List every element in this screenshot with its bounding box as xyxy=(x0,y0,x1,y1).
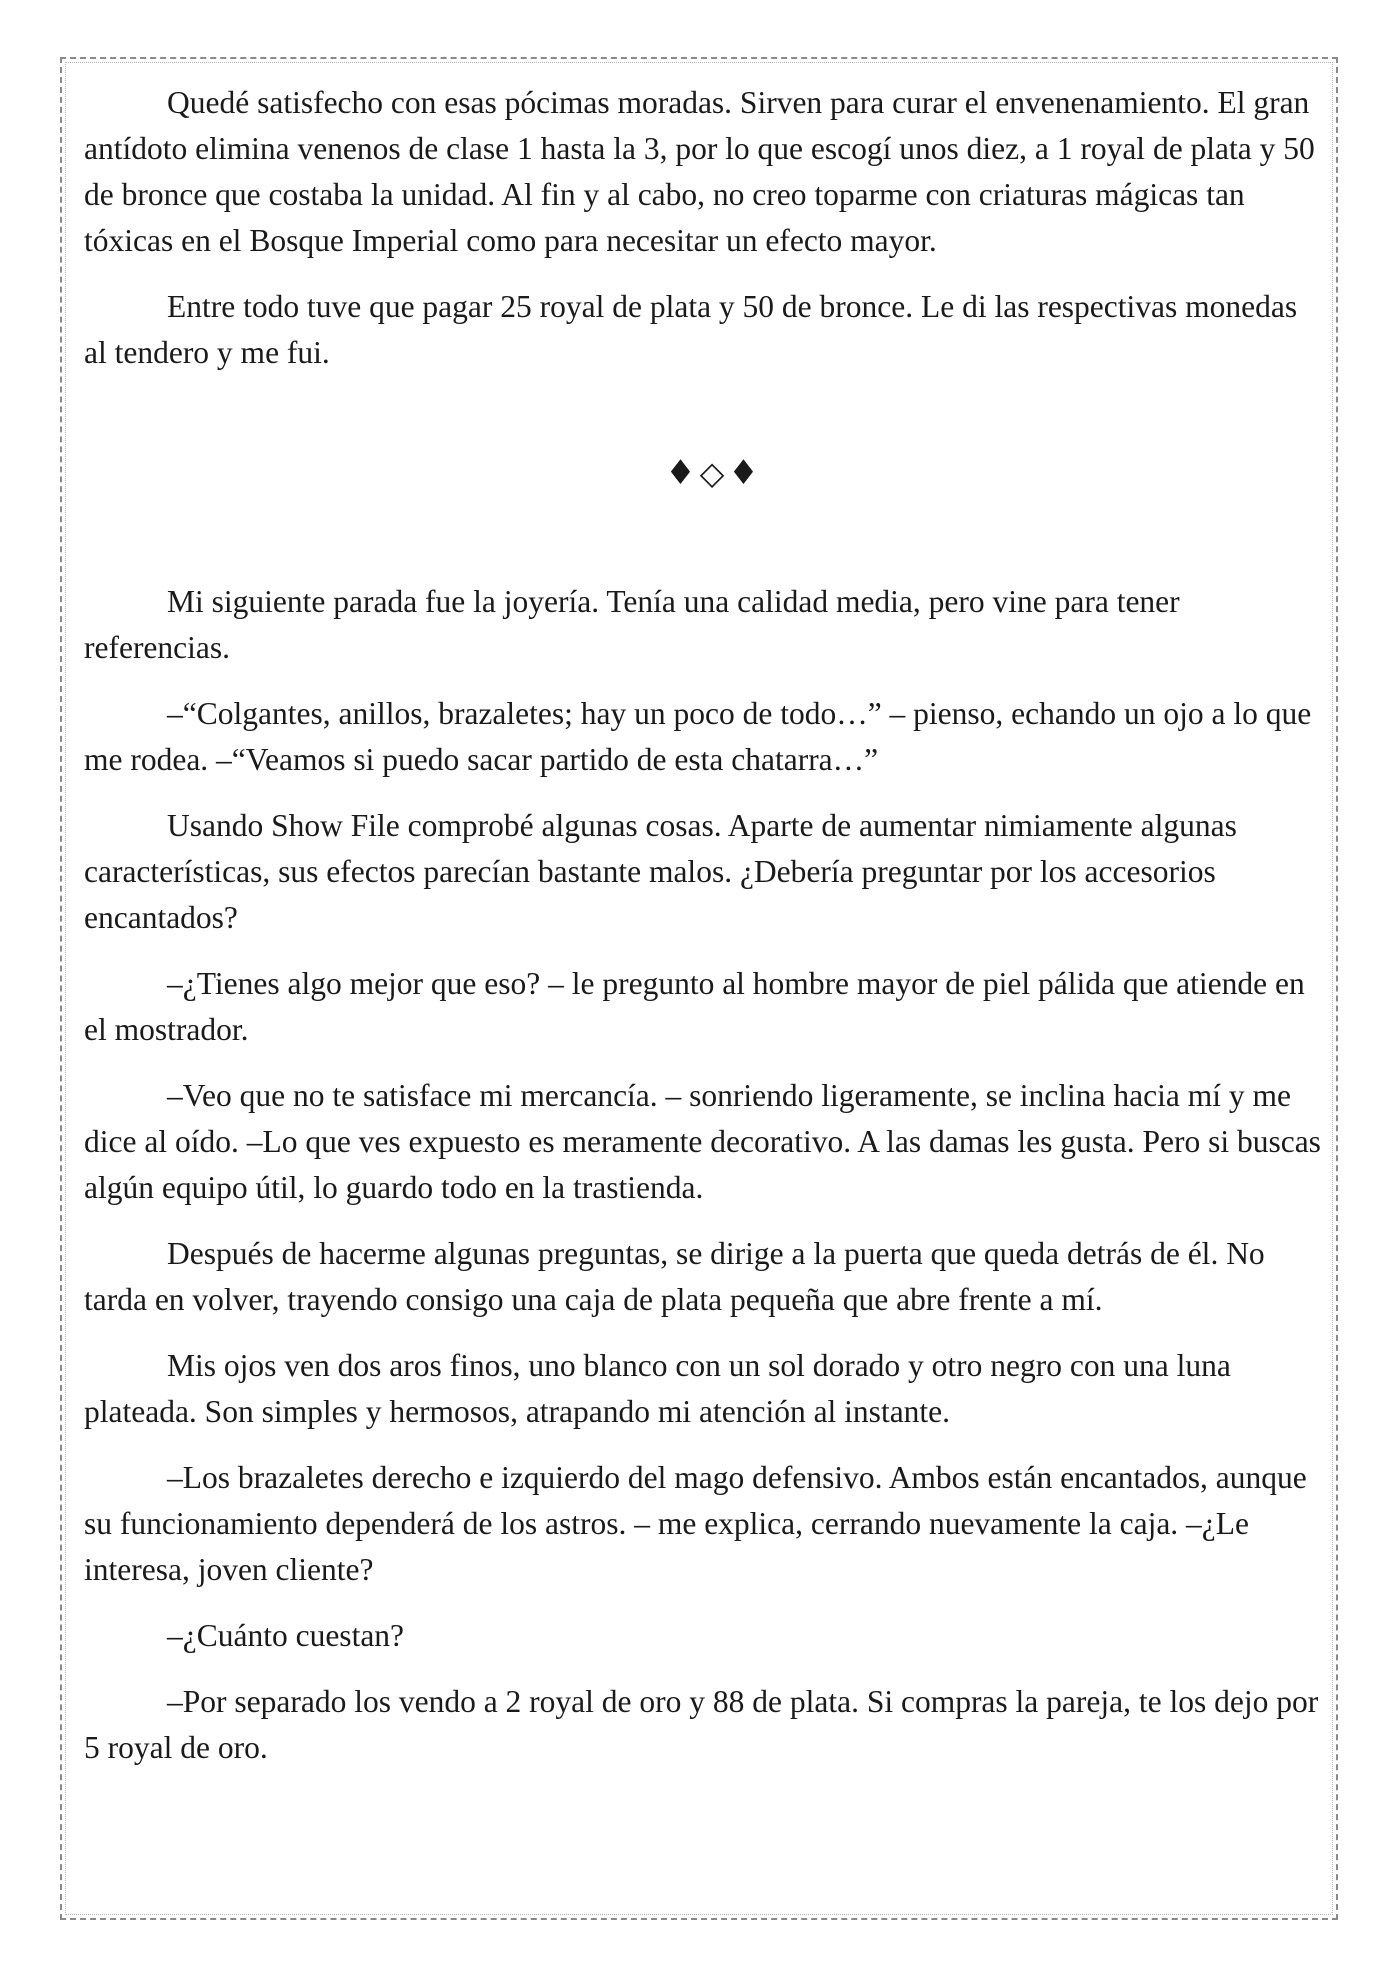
paragraph: Usando Show File comprobé algunas cosas. Aparte de aumentar nimiamente algunas características, sus efectos parecían bastante malos. ¿Debería preguntar por los accesorios encantados? xyxy=(84,808,1237,935)
paragraph: –Veo que no te satisface mi mercancía. – sonriendo ligeramente, se inclina hacia mí y me dice al oído. –Lo que ves expuesto es meramente decorativo. A las damas les gusta. Pero si buscas algún equipo útil, lo guardo todo en la trastienda. xyxy=(84,1078,1321,1205)
paragraph: Mis ojos ven dos aros finos, uno blanco con un sol dorado y otro negro con una luna plateada. Son simples y hermosos, atrapando mi atención al instante. xyxy=(84,1348,1231,1429)
paragraph: –“Colgantes, anillos, brazaletes; hay un poco de todo…” – pienso, echando un ojo a lo que me rodea. –“Veamos si puedo sacar partido de esta chatarra…” xyxy=(84,696,1312,777)
paragraph: Después de hacerme algunas preguntas, se dirige a la puerta que queda detrás de él. No tarda en volver, trayendo consigo una caja de plata pequeña que abre frente a mí. xyxy=(84,1236,1265,1317)
solid-diamond-icon: ♦ xyxy=(728,453,763,493)
paragraph: –Por separado los vendo a 2 royal de oro y 88 de plata. Si compras la pareja, te los dejo por 5 royal de oro. xyxy=(84,1684,1319,1765)
paragraph: Entre todo tuve que pagar 25 royal de plata y 50 de bronce. Le di las respectivas monedas al tendero y me fui. xyxy=(84,289,1298,370)
paragraph: Mi siguiente parada fue la joyería. Tenía una calidad media, pero vine para tener referencias. xyxy=(84,584,1180,665)
paragraph: –¿Cuánto cuestan? xyxy=(167,1618,405,1653)
paragraph: –Los brazaletes derecho e izquierdo del mago defensivo. Ambos están encantados, aunque su funcionamiento dependerá de los astros. – me explica, cerrando nuevamente la caja. –¿Le interesa, joven cliente? xyxy=(84,1460,1307,1587)
paragraph: –¿Tienes algo mejor que eso? – le pregunto al hombre mayor de piel pálida que atiende en el mostrador. xyxy=(84,966,1305,1047)
document-body xyxy=(84,80,1324,1771)
paragraph: Quedé satisfecho con esas pócimas moradas. Sirven para curar el envenenamiento. El gran antídoto elimina venenos de clase 1 hasta la 3, por lo que escogí unos diez, a 1 royal de plata y 50 de bronce que costaba la unidad. Al fin y al cabo, no creo toparme con criaturas mágicas tan tóxicas en el Bosque Imperial como para necesitar un efecto mayor. xyxy=(84,85,1315,258)
section-break-ornament xyxy=(84,449,1324,496)
solid-diamond-icon: ♦ xyxy=(665,453,700,493)
outline-diamond-icon: ◇ xyxy=(699,454,729,492)
